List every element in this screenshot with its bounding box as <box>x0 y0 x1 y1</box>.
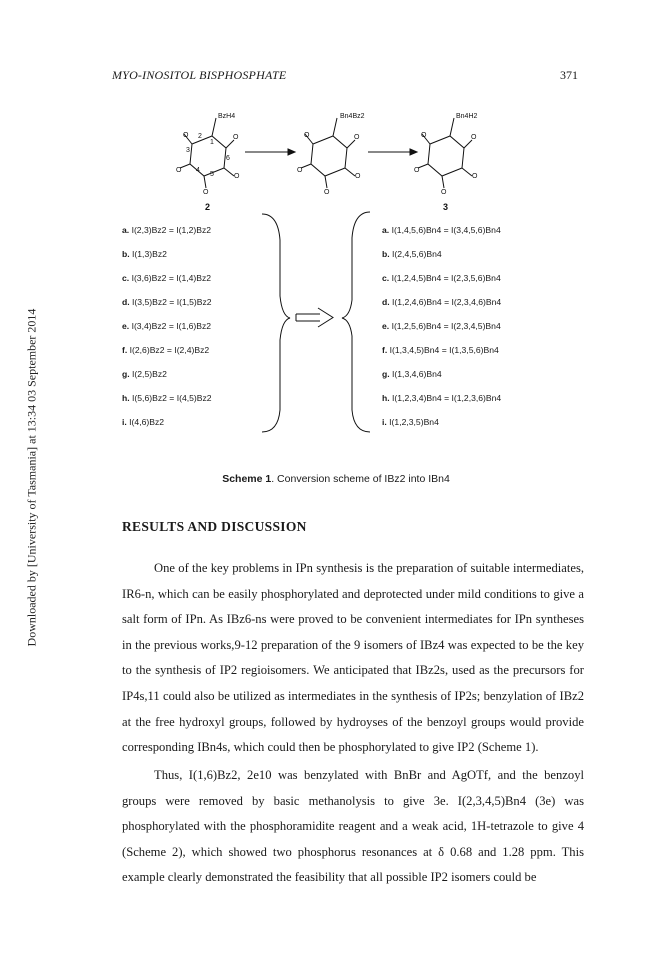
oxygen-label: O <box>414 167 420 174</box>
oxygen-label: O <box>355 173 361 180</box>
inositol-structure-intermediate <box>301 118 355 188</box>
list-item-right: e. I(1,2,5,6)Bn4 = I(2,3,4,5)Bn4 <box>382 321 501 331</box>
oxygen-label: O <box>421 132 427 139</box>
list-item-right: c. I(1,2,4,5)Bn4 = I(2,3,5,6)Bn4 <box>382 273 501 283</box>
list-item-left: d. I(3,5)Bz2 = I(1,5)Bz2 <box>122 297 212 307</box>
ring-pos-1: 1 <box>210 139 214 146</box>
list-item-right: g. I(1,3,4,6)Bn4 <box>382 369 442 379</box>
oxygen-label: O <box>183 132 189 139</box>
left-brace <box>262 214 290 432</box>
list-item-left: f. I(2,6)Bz2 = I(2,4)Bz2 <box>122 345 210 355</box>
oxygen-label: O <box>354 134 360 141</box>
oxygen-label: O <box>234 173 240 180</box>
list-item-right: i. I(1,2,3,5)Bn4 <box>382 417 439 427</box>
list-item-left: a. I(2,3)Bz2 = I(1,2)Bz2 <box>122 225 212 235</box>
list-item-left: c. I(3,6)Bz2 = I(1,4)Bz2 <box>122 273 212 283</box>
list-item-left: g. I(2,5)Bz2 <box>122 369 167 379</box>
list-item-left: h. I(5,6)Bz2 = I(4,5)Bz2 <box>122 393 212 403</box>
substituent-label-2: Bn4Bz2 <box>340 113 365 120</box>
substituent-label-3: Bn4H2 <box>456 113 478 120</box>
oxygen-label: O <box>324 189 330 196</box>
list-item-right: a. I(1,4,5,6)Bn4 = I(3,4,5,6)Bn4 <box>382 225 501 235</box>
body-paragraph-2: Thus, I(1,6)Bz2, 2e10 was benzylated with BnBr and AgOTf, and the benzoyl groups were removed by basic methanolysis to give 3e. I(2,3,4,5)Bn4 (3e) was phosphorylated with the phosphoramidite reagent and a weak acid, 1H-tetrazole to give 4 (Scheme 2), which showed two phosphorus resonances at δ 0.68 and 1.28 ppm. This example clearly demonstrated the feasibility that all possible IP2 isomers could be <box>122 768 584 885</box>
download-notice: Downloaded by [University of Tasmania] at 13:34 03 September 2014 <box>24 308 39 647</box>
running-head: MYO-INOSITOL BISPHOSPHATE <box>112 68 287 82</box>
substituent-label-1: BzH4 <box>218 113 236 120</box>
section-heading: RESULTS AND DISCUSSION <box>122 519 307 534</box>
oxygen-label: O <box>441 189 447 196</box>
list-item-left: e. I(3,4)Bz2 = I(1,6)Bz2 <box>122 321 212 331</box>
oxygen-label: O <box>297 167 303 174</box>
list-item-right: f. I(1,3,4,5)Bn4 = I(1,3,5,6)Bn4 <box>382 345 499 355</box>
scheme-caption: Scheme 1. Conversion scheme of IBz2 into IBn4 <box>222 473 450 485</box>
ring-pos-5: 5 <box>210 171 214 178</box>
page-number: 371 <box>560 68 578 82</box>
ring-pos-2: 2 <box>198 133 202 140</box>
conversion-double-arrow <box>296 308 333 327</box>
oxygen-label: O <box>176 167 182 174</box>
inositol-structure-3 <box>418 118 472 188</box>
body-paragraph-1: One of the key problems in IPn synthesis is the preparation of suitable intermediates, IR6-n, which can be easily phosphorylated and deprotected under mild conditions to give a salt form of IPn. As IBz6-ns were proved to be convenient intermediates for IPn syntheses in the previous works,9-12 preparation of the 9 isomers of IBz4 was expected to be the key to the synthesis of IP2 regioisomers. We anticipated that IBz2s, used as the precursors for IP4s,11 could also be utilized as intermediates in the synthesis of IP2s; benzylation of IBz2 at the free hydroxyl groups, followed by hydroyses of the benzoyl groups would provide corresponding IBn4s, which could then be phosphorylated to give IP2 (Scheme 1). <box>122 561 584 755</box>
ring-pos-6: 6 <box>226 155 230 162</box>
list-item-right: d. I(1,2,4,6)Bn4 = I(2,3,4,6)Bn4 <box>382 297 502 307</box>
oxygen-label: O <box>471 134 477 141</box>
ring-pos-4: 4 <box>196 167 200 174</box>
right-brace <box>342 212 370 432</box>
list-item-right: h. I(1,2,3,4)Bn4 = I(1,2,3,6)Bn4 <box>382 393 502 403</box>
oxygen-label: O <box>472 173 478 180</box>
oxygen-label: O <box>203 189 209 196</box>
oxygen-label: O <box>304 132 310 139</box>
list-item-right: b. I(2,4,5,6)Bn4 <box>382 249 442 259</box>
ring-pos-3: 3 <box>186 147 190 154</box>
list-item-left: i. I(4,6)Bz2 <box>122 417 165 427</box>
compound-label-3: 3 <box>443 202 449 212</box>
oxygen-label: O <box>233 134 239 141</box>
list-item-left: b. I(1,3)Bz2 <box>122 249 167 259</box>
compound-label-2: 2 <box>205 202 211 212</box>
